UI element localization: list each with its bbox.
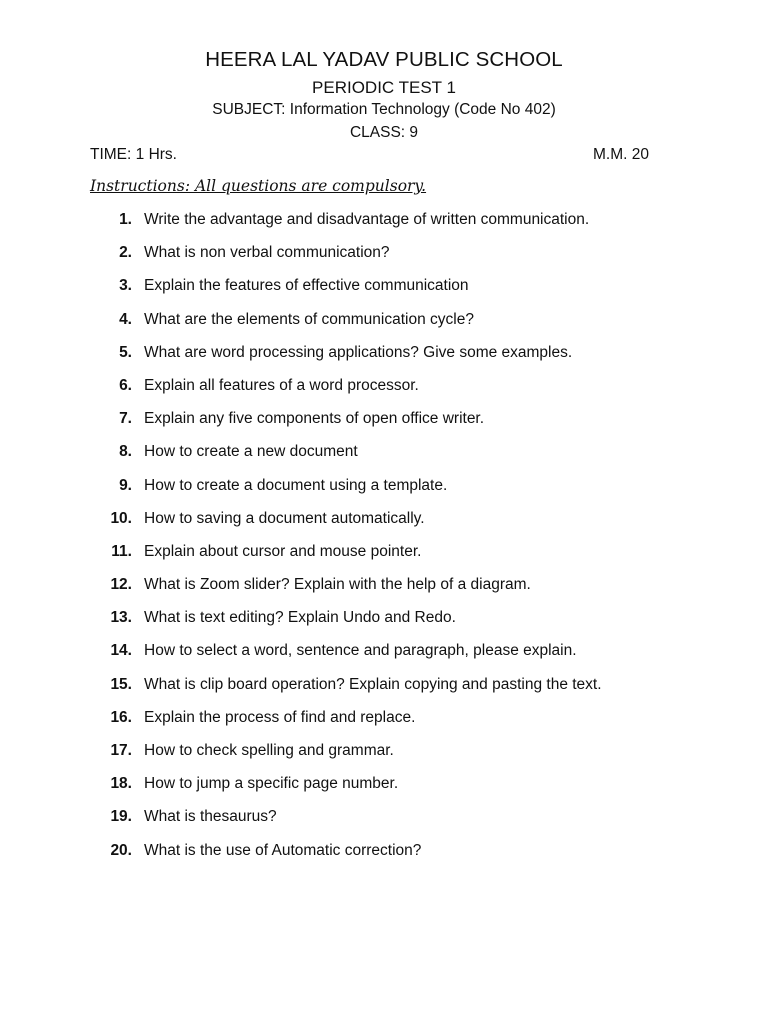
question-number: 6. [119,376,132,394]
question-number: 17. [110,742,132,759]
question-number: 5. [119,343,132,361]
question-number: 4. [119,310,132,328]
question-text: Explain the process of find and replace. [144,708,416,726]
question-number: 13. [110,609,132,627]
question-item [0,374,768,407]
question-text: Explain the features of effective communication [144,277,469,295]
question-text: Explain all features of a word processor. [144,376,419,394]
question-number: 11. [111,542,132,560]
question-number: 12. [110,576,132,594]
question-text: What are word processing applications? Give some examples. [144,343,573,361]
school-name: HEERA LAL YADAV PUBLIC SCHOOL [205,48,563,71]
question-number: 8. [119,443,132,461]
question-text: How to create a new document [144,443,358,461]
question-item [0,606,768,639]
question-number: 9. [119,476,132,494]
question-item [0,474,768,507]
question-text: Explain about cursor and mouse pointer. [144,542,422,560]
test-title: PERIODIC TEST 1 [312,78,456,97]
question-number: 2. [119,244,132,262]
question-item [0,639,768,672]
question-text: What is text editing? Explain Undo and Redo. [144,609,456,627]
question-item [0,839,768,872]
question-text: What is thesaurus? [144,808,277,826]
question-number: 19. [110,808,132,826]
question-text: Write the advantage and disadvantage of written communication. [144,211,590,228]
class-line: CLASS: 9 [349,124,419,141]
question-text: What is Zoom slider? Explain with the help of a diagram. [144,576,531,594]
question-item [0,341,768,374]
question-item [0,241,768,274]
question-number: 1. [119,211,132,228]
max-marks-label: M.M. 20 [593,146,649,163]
question-text: How to create a document using a template. [144,476,448,494]
question-item [0,772,768,805]
question-number: 7. [119,410,132,428]
question-item [0,507,768,540]
question-list [0,208,768,872]
question-item [0,407,768,440]
time-label: TIME: 1 Hrs. [90,146,177,163]
question-number: 20. [110,841,132,859]
question-text: What are the elements of communication cycle? [144,310,474,328]
question-text: What is non verbal communication? [144,244,390,262]
question-text: What is clip board operation? Explain copying and pasting the text. [144,675,602,693]
question-item [0,573,768,606]
question-item [0,706,768,739]
question-item [0,673,768,706]
question-text: What is the use of Automatic correction? [144,841,422,859]
question-item [0,308,768,341]
question-number: 18. [110,775,132,793]
question-number: 16. [110,708,132,726]
instructions: Instructions: All questions are compulsory. [90,177,427,195]
question-text: How to check spelling and grammar. [144,742,394,759]
question-text: How to select a word, sentence and paragraph, please explain. [144,642,577,660]
question-number: 15. [110,675,132,693]
question-item [0,208,768,241]
question-text: Explain any five components of open office writer. [144,410,485,428]
question-number: 10. [110,509,132,527]
question-number: 14. [110,642,132,660]
question-item [0,805,768,838]
question-text: How to jump a specific page number. [144,775,399,793]
question-item [0,739,768,772]
question-text: How to saving a document automatically. [144,509,425,527]
question-item [0,540,768,573]
subject-line: SUBJECT: Information Technology (Code No 402) [212,101,556,118]
question-number: 3. [119,277,132,295]
question-item [0,440,768,473]
question-item [0,274,768,307]
